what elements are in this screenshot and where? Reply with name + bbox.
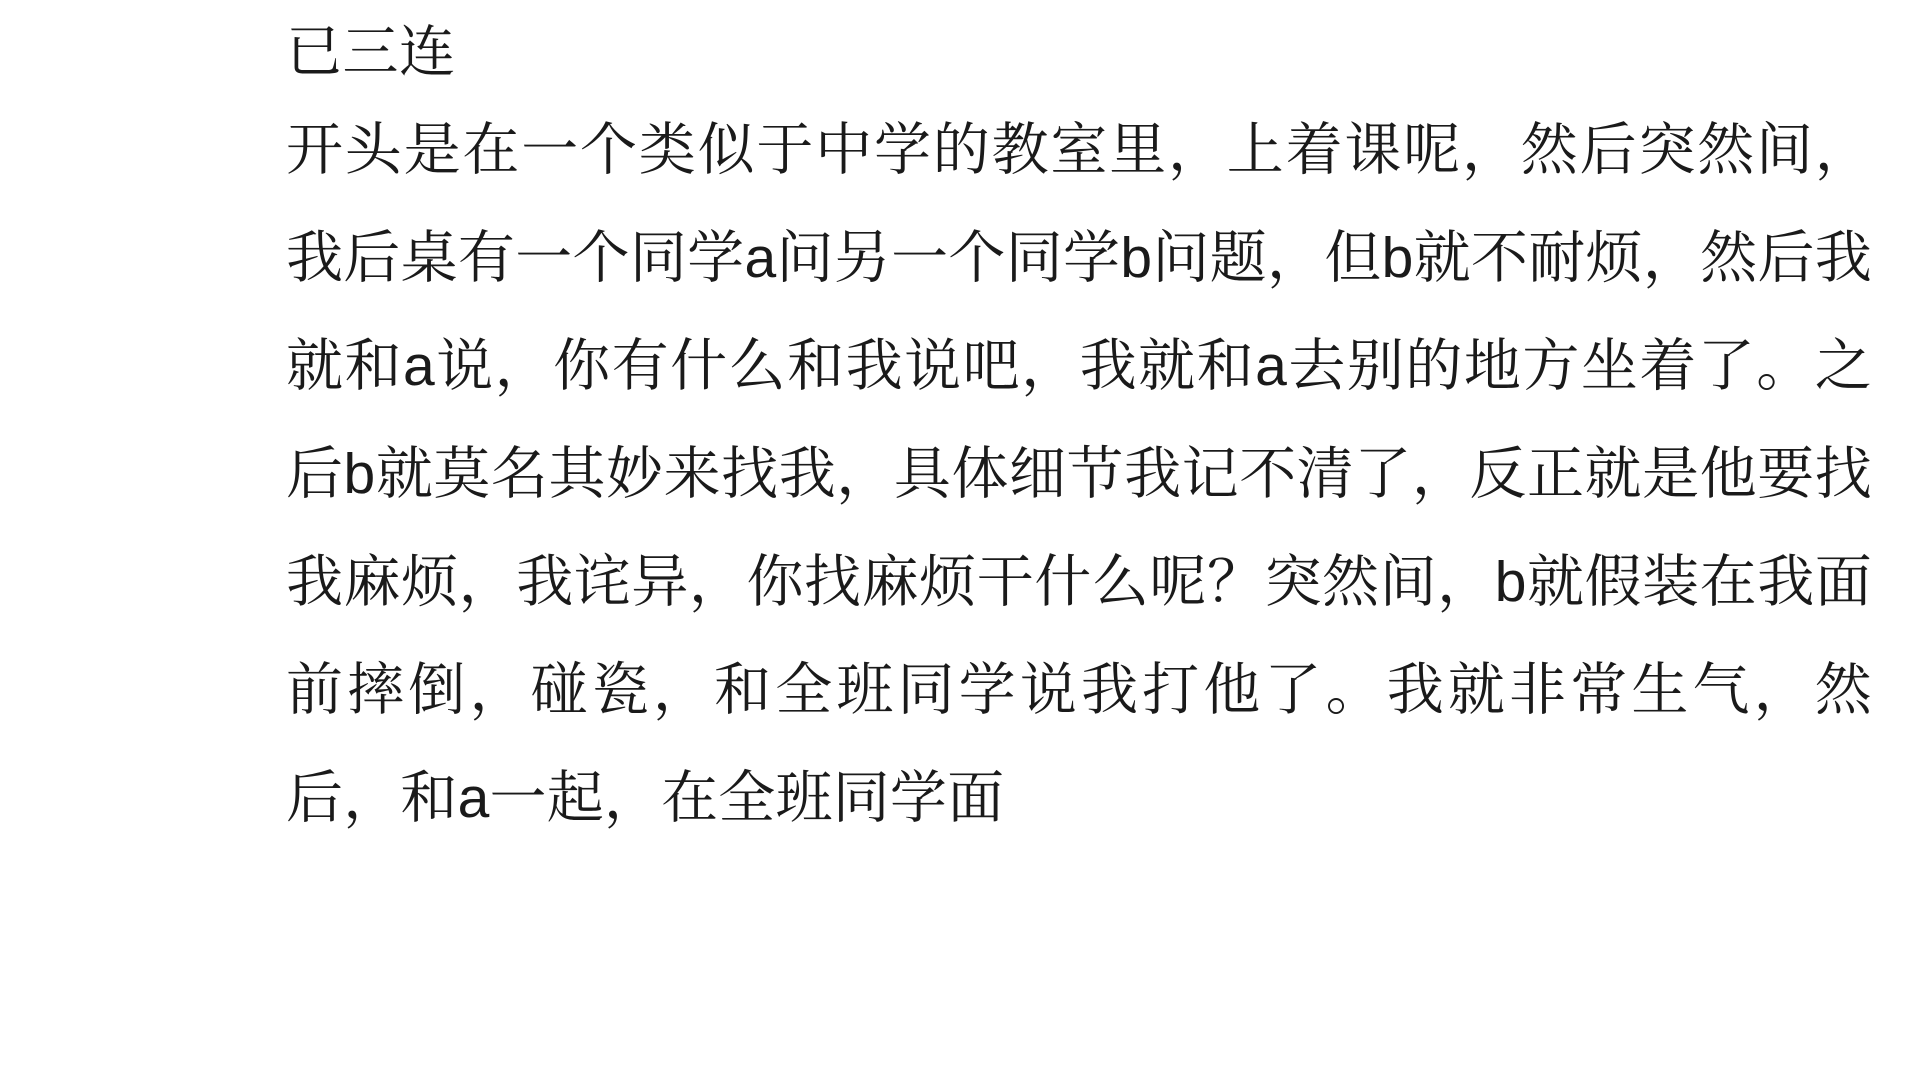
body-paragraph: 开头是在一个类似于中学的教室里，上着课呢，然后突然间，我后桌有一个同学a问另一个同学b问题，但b就不耐烦，然后我就和a说，你有什么和我说吧，我就和a去别的地方坐着了。之后b就莫名其妙来找我，具体细节我记不清了，反正就是他要找我麻烦，我诧异，你找麻烦干什么呢？突然间，b就假装在我面前摔倒，碰瓷，和全班同学说我打他了。我就非常生气，然后，和a一起，在全班同学面 — [286, 118, 1872, 830]
document-heading: 已三连 — [286, 20, 456, 83]
text-column — [286, 0, 1876, 1080]
left-margin — [0, 0, 286, 1080]
document-body — [286, 96, 1872, 852]
